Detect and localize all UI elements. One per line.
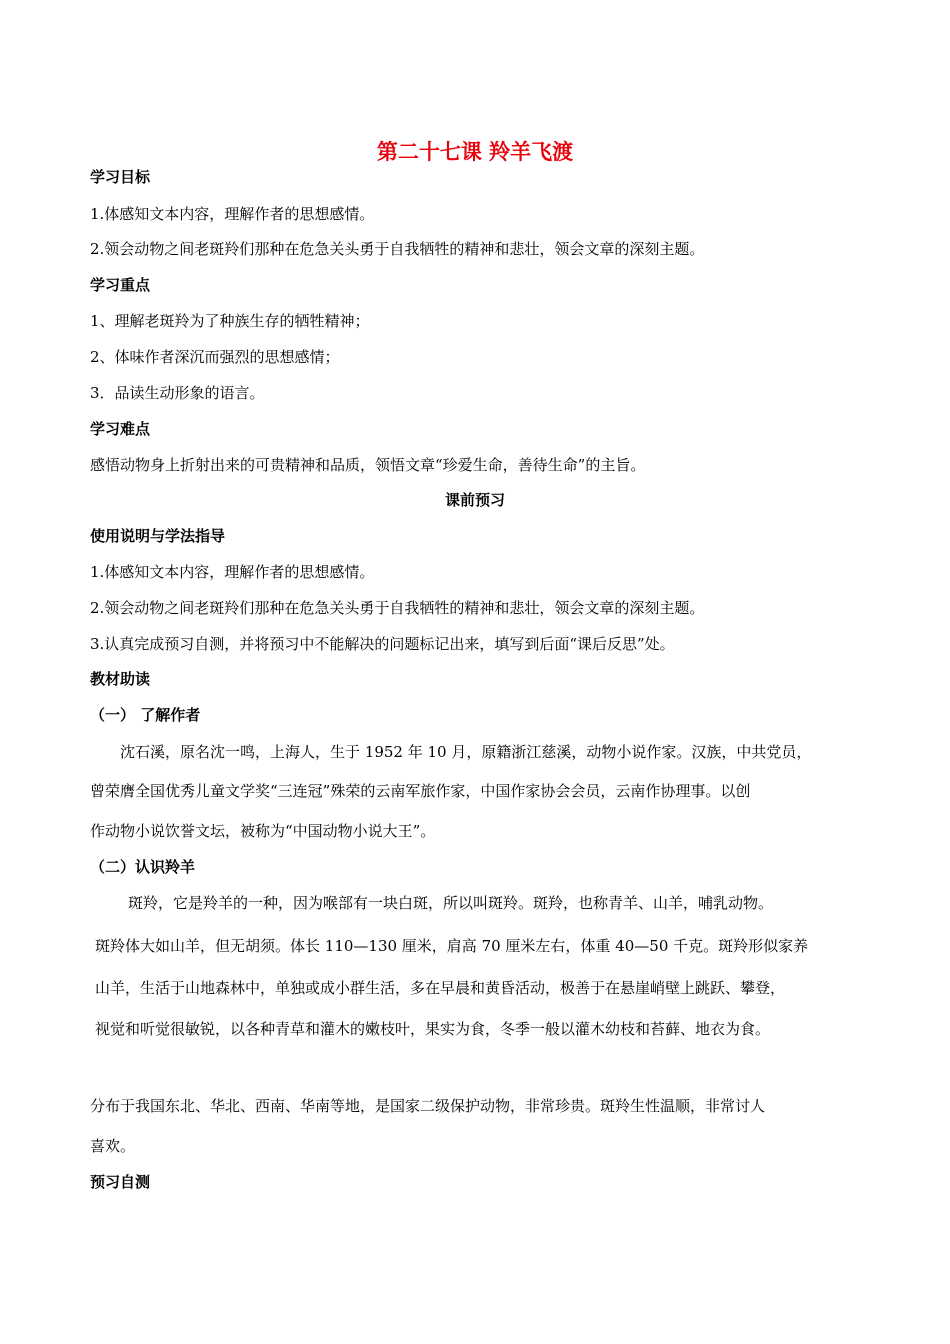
antelope-paragraph-line: 视觉和听觉很敏锐，以各种青草和灌木的嫩枝叶，果实为食，冬季一般以灌木幼枝和苔藓、地衣为食。	[95, 1020, 771, 1038]
author-heading: （一） 了解作者	[90, 706, 201, 724]
objectives-heading: 学习目标	[90, 168, 151, 186]
self-test-heading: 预习自测	[90, 1173, 151, 1191]
difficulties-heading: 学习难点	[90, 420, 151, 438]
preview-heading: 课前预习	[444, 491, 505, 509]
key-point-item: 2、体味作者深沉而强烈的思想感情；	[90, 348, 340, 366]
antelope-paragraph-line: 斑羚，它是羚羊的一种，因为喉部有一块白斑，所以叫斑羚。斑羚，也称青羊、山羊，哺乳动物。	[128, 894, 774, 912]
key-point-item: 3．品读生动形象的语言。	[90, 384, 265, 402]
guide-item: 2.领会动物之间老斑羚们那种在危急关头勇于自我牺牲的精神和悲壮，领会文章的深刻主题。	[90, 599, 705, 617]
antelope-paragraph-line: 分布于我国东北、华北、西南、华南等地，是国家二级保护动物，非常珍贵。斑羚生性温顺，非常讨人	[90, 1097, 766, 1115]
antelope-paragraph-line: 喜欢。	[90, 1137, 136, 1155]
guide-heading: 使用说明与学法指导	[90, 527, 226, 545]
reading-heading: 教材助读	[90, 670, 151, 688]
guide-item: 1.体感知文本内容，理解作者的思想感情。	[90, 563, 375, 581]
objective-item: 1.体感知文本内容，理解作者的思想感情。	[90, 205, 375, 223]
key-points-heading: 学习重点	[90, 276, 151, 294]
objective-item: 2.领会动物之间老斑羚们那种在危急关头勇于自我牺牲的精神和悲壮，领会文章的深刻主题。	[90, 240, 705, 258]
lesson-title: 第二十七课 羚羊飞渡	[376, 140, 574, 164]
antelope-paragraph-line: 山羊，生活于山地森林中，单独或成小群生活，多在早晨和黄昏活动，极善于在悬崖峭壁上跳跃、攀登，	[95, 979, 786, 997]
key-point-item: 1、理解老斑羚为了种族生存的牺牲精神；	[90, 312, 370, 330]
antelope-paragraph-line: 斑羚体大如山羊，但无胡须。体长 110—130 厘米，肩高 70 厘米左右，体重 40—50 千克。斑羚形似家养	[95, 937, 809, 955]
difficulties-text: 感悟动物身上折射出来的可贵精神和品质，领悟文章“珍爱生命，善待生命”的主旨。	[90, 456, 646, 474]
guide-item: 3.认真完成预习自测，并将预习中不能解决的问题标记出来，填写到后面“课后反思”处。	[90, 635, 675, 653]
author-paragraph-line: 沈石溪，原名沈一鸣，上海人，生于 1952 年 10 月，原籍浙江慈溪，动物小说作家。汉族，中共党员，	[120, 743, 812, 761]
antelope-heading: （二）认识羚羊	[90, 858, 196, 876]
author-paragraph-line: 作动物小说饮誉文坛，被称为“中国动物小说大王”。	[90, 822, 436, 840]
author-paragraph-line: 曾荣膺全国优秀儿童文学奖“三连冠”殊荣的云南军旅作家，中国作家协会会员，云南作协理事。以创	[90, 782, 751, 800]
